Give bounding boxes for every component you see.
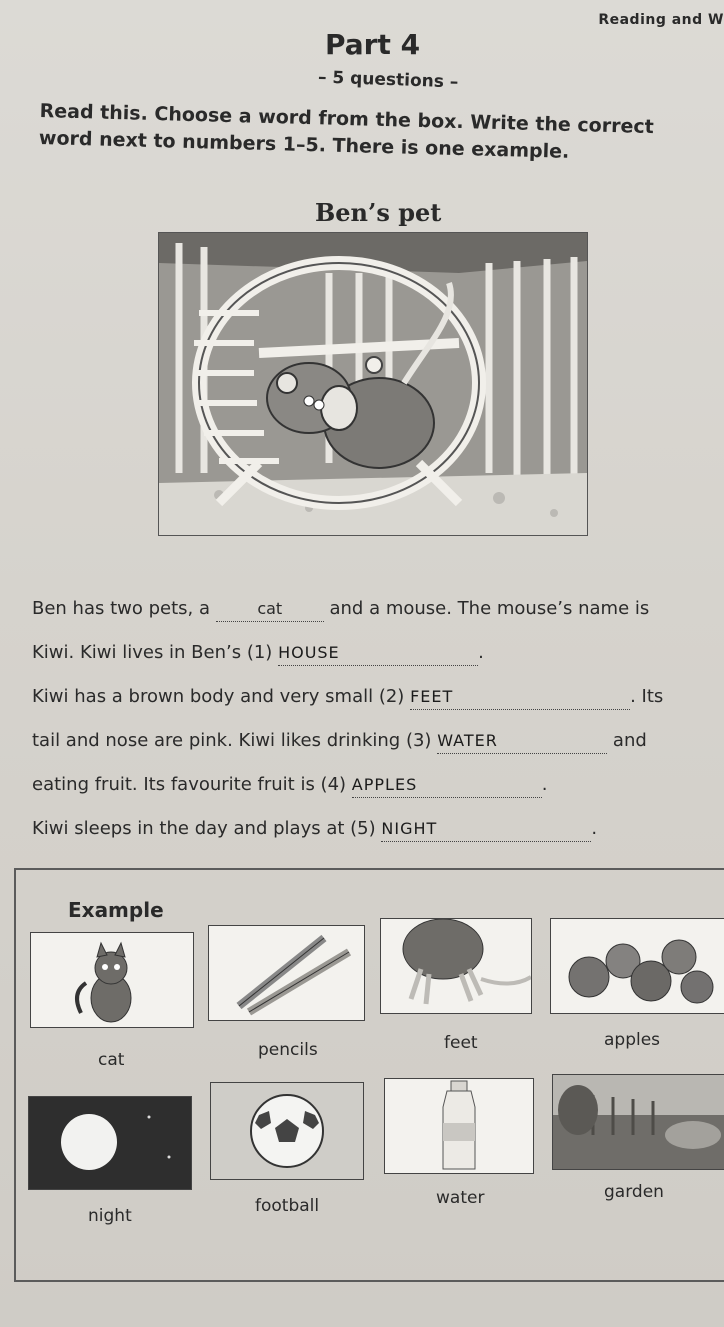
question-count: – 5 questions – xyxy=(317,67,459,93)
section-header: Reading and W xyxy=(598,12,724,28)
story-line-text: Kiwi sleeps in the day and plays at (5) xyxy=(32,818,376,839)
story-line-text: Kiwi. Kiwi lives in Ben’s (1) xyxy=(32,642,273,663)
part-title: Part 4 xyxy=(325,28,421,61)
instructions: Read this. Choose a word from the box. Write the correct word next to numbers 1–5. There is one example. xyxy=(38,99,655,163)
story-line-text: . xyxy=(591,818,598,839)
answer-blank-4[interactable]: APPLES xyxy=(352,775,542,798)
word-water: water xyxy=(436,1188,485,1208)
answer-blank-2[interactable]: FEET xyxy=(410,687,630,710)
story-line-text: Kiwi has a brown body and very small (2) xyxy=(32,686,405,707)
word-feet: feet xyxy=(444,1033,478,1053)
story-line-text: tail and nose are pink. Kiwi likes drinking (3) xyxy=(32,730,432,751)
pencils-picture xyxy=(208,925,365,1021)
mouse-in-wheel-illustration xyxy=(158,232,588,536)
story-line-text: . Its xyxy=(630,686,664,707)
word-football: football xyxy=(255,1196,320,1216)
story-line-5 xyxy=(32,818,597,842)
story-line-text: . xyxy=(541,774,548,795)
answer-blank-5[interactable]: NIGHT xyxy=(381,819,591,842)
word-cat: cat xyxy=(98,1050,125,1070)
answer-blank-1[interactable]: HOUSE xyxy=(278,643,478,666)
football-picture xyxy=(210,1082,364,1180)
story-line-text: . xyxy=(478,642,484,663)
cat-picture xyxy=(30,932,194,1028)
story-line-2 xyxy=(32,686,663,710)
water-bottle-picture xyxy=(384,1078,534,1174)
word-garden: garden xyxy=(604,1182,664,1202)
example-answer-blank: cat xyxy=(216,599,324,622)
word-night: night xyxy=(88,1206,132,1226)
story-line-4 xyxy=(32,774,548,798)
answer-blank-3[interactable]: WATER xyxy=(437,731,607,754)
word-apples: apples xyxy=(604,1030,661,1050)
example-label: Example xyxy=(68,898,164,922)
feet-picture xyxy=(380,918,532,1014)
story-line-text: and xyxy=(612,730,647,751)
story-line-text: and a mouse. The mouse’s name is xyxy=(329,598,650,619)
story-line-example xyxy=(32,598,649,622)
story-line-text: Ben has two pets, a xyxy=(32,598,211,619)
story-line-text: eating fruit. Its favourite fruit is (4) xyxy=(32,774,347,795)
story-line-1 xyxy=(32,642,484,666)
story-title: Ben’s pet xyxy=(315,198,442,227)
garden-picture xyxy=(552,1074,724,1170)
story-line-3 xyxy=(32,730,647,754)
night-picture xyxy=(28,1096,192,1190)
apples-picture xyxy=(550,918,724,1014)
word-pencils: pencils xyxy=(258,1040,318,1060)
